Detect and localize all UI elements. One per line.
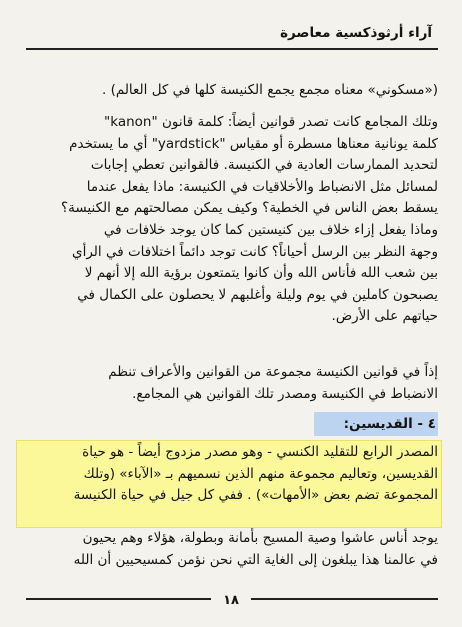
section-heading-saints: ٤ - القديسين: xyxy=(314,412,438,436)
page-number: ١٨ xyxy=(211,594,251,608)
text-line: في عالمنا هذا يبلغون إلى الغاية التي نحن نؤمن كمسيحيين أن الله xyxy=(73,551,438,568)
text-line: وتلك المجامع كانت تصدر قوانين أيضاً: كلمة قانون "kanon" xyxy=(104,114,438,130)
text-line: إذاً في قوانين الكنيسة مجموعة من القوانين والأعراف تنظم xyxy=(108,364,438,380)
text-line: («مسكوني» معناه مجمع يجمع الكنيسة كلها في كل العالم) . xyxy=(101,82,438,98)
text-line: الانضباط في الكنيسة ومصدر تلك القوانين هي المجامع. xyxy=(132,385,438,402)
paragraph-saints-highlighted xyxy=(24,442,438,507)
text-line: وماذا يفعل إزاء خلاف بين كنيستين كما كان يوجد خلافات في xyxy=(103,221,438,238)
text-line: يوجد أناس عاشوا وصية المسيح بأمانة وبطولة، هؤلاء وهم يحيون xyxy=(82,530,438,546)
text-line: لمسائل مثل الانضباط والأخلاقيات في الكنيسة: ماذا يفعل عندما xyxy=(86,178,438,195)
paragraph-saints-continued xyxy=(24,528,438,571)
text-line: وجهة النظر بين الرسل أحياناً؟ كانت توجد دائماً اختلافات في الرأي xyxy=(72,243,438,260)
text-line: يسقط بعض الناس في الخطية؟ وكيف يمكن مصالحتهم مع الكنيسة؟ xyxy=(60,200,438,217)
text-line: يصبحون كاملين في يوم وليلة وأغلبهم لا يحصلون على الكمال في xyxy=(77,286,438,303)
header-rule xyxy=(26,48,438,50)
paragraph-canons xyxy=(24,112,438,328)
text-line: حياتهم على الأرض. xyxy=(331,308,438,325)
paragraph-canons-summary xyxy=(24,362,438,405)
text-line: المجموعة تضم بعض «الأمهات») . ففي كل جيل في حياة الكنيسة xyxy=(73,487,438,504)
text-line: لتحديد الممارسات العادية في الكنيسة. فالقوانين تعطي إجابات xyxy=(90,157,438,174)
text-line: بين شعب الله فأناس الله وأن كانوا يتمتعون برؤية الله إلا أنهم لا xyxy=(84,265,438,282)
running-header: آراء أرثوذكسية معاصرة xyxy=(280,25,432,41)
paragraph-ecumenical-note xyxy=(24,80,438,102)
text-line: المصدر الرابع للتقليد الكنسي - وهو مصدر مزدوج أيضاً - هو حياة xyxy=(82,444,438,460)
text-line: كلمة يونانية معناها مسطرة أو مقياس "yardstick" أي ما يستخدم xyxy=(69,135,438,152)
text-line: القديسين، وتعاليم مجموعة منهم الذين نسميهم بـ «الآباء» (وتلك xyxy=(83,465,438,482)
